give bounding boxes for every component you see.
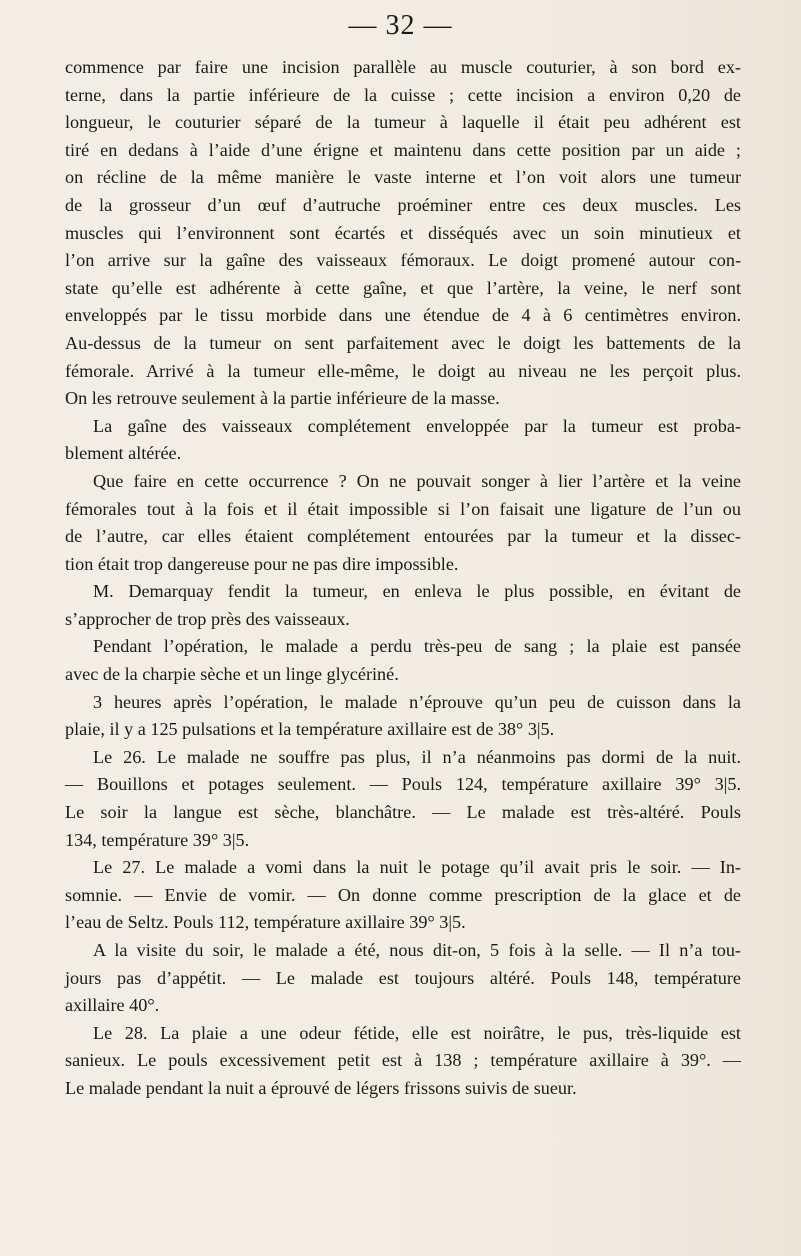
text-line: tion était trop dangereuse pour ne pas dire impossible. (65, 553, 459, 574)
text-line: — Bouillons et potages seulement. — Pouls 124, température axillaire 39° 3|5. (65, 774, 741, 795)
text-line: commence par faire une incision parallèle au muscle couturier, à son bord ex- (65, 57, 741, 77)
text-line: de l’autre, car elles étaient complétement entourées par la tumeur et la dissec- (65, 526, 741, 547)
text-line: Que faire en cette occurrence ? On ne pouvait songer à lier l’artère et la veine (93, 470, 741, 491)
text-line: fémorale. Arrivé à la tumeur elle-même, le doigt au niveau ne les perçoit plus. (65, 360, 741, 381)
page-number: — 32 — (348, 10, 453, 41)
text-line: Le soir la langue est sèche, blanchâtre. — Le malade est très-altéré. Pouls (65, 802, 741, 823)
text-line: Le 27. Le malade a vomi dans la nuit le potage qu’il avait pris le soir. — In- (93, 857, 741, 878)
text-line: blement altérée. (65, 443, 182, 464)
text-line: M. Demarquay fendit la tumeur, en enleva le plus possible, en évitant de (93, 581, 741, 602)
text-line: On les retrouve seulement à la partie inférieure de la masse. (65, 388, 500, 409)
text-line: plaie, il y a 125 pulsations et la température axillaire est de 38° 3|5. (65, 719, 555, 740)
body-text (65, 54, 741, 1103)
text-line: muscles qui l’environnent sont écartés et disséqués avec un soin minutieux et (65, 222, 741, 243)
text-line: s’approcher de trop près des vaisseaux. (65, 608, 350, 629)
text-line: on récline de la même manière le vaste interne et l’on voit alors une tumeur (65, 167, 741, 188)
text-line: longueur, le couturier séparé de la tumeur à laquelle il était peu adhérent est (65, 112, 741, 133)
text-line: sanieux. Le pouls excessivement petit est à 138 ; température axillaire à 39°. — (65, 1050, 741, 1071)
text-line: de la grosseur d’un œuf d’autruche proéminer entre ces deux muscles. Les (65, 194, 741, 215)
text-line: Le malade pendant la nuit a éprouvé de légers frissons suivis de sueur. (65, 1077, 577, 1098)
text-line: axillaire 40°. (65, 995, 160, 1016)
text-line: 134, température 39° 3|5. (65, 829, 250, 850)
text-line: tiré en dedans à l’aide d’une érigne et maintenu dans cette position par un aide ; (65, 139, 741, 160)
text-line: A la visite du soir, le malade a été, nous dit-on, 5 fois à la selle. — Il n’a tou- (93, 940, 741, 960)
text-line: enveloppés par le tissu morbide dans une étendue de 4 à 6 centimètres environ. (65, 305, 741, 326)
text-line: Le 28. La plaie a une odeur fétide, elle est noirâtre, le pus, très-liquide est (93, 1022, 741, 1043)
text-line: somnie. — Envie de vomir. — On donne comme prescription de la glace et de (65, 884, 741, 905)
text-line: Le 26. Le malade ne souffre pas plus, il n’a néanmoins pas dormi de la nuit. (93, 746, 741, 767)
text-line: fémorales tout à la fois et il était impossible si l’on faisait une ligature de l’un ou (65, 498, 741, 519)
text-line: l’eau de Seltz. Pouls 112, température axillaire 39° 3|5. (65, 912, 466, 933)
text-line: La gaîne des vaisseaux complétement enveloppée par la tumeur est proba- (93, 415, 741, 436)
text-line: jours pas d’appétit. — Le malade est toujours altéré. Pouls 148, température (65, 967, 741, 988)
text-line: Au-dessus de la tumeur on sent parfaitement avec le doigt les battements de la (65, 332, 741, 353)
text-line: state qu’elle est adhérente à cette gaîne, et que l’artère, la veine, le nerf sont (65, 277, 741, 298)
text-line: terne, dans la partie inférieure de la cuisse ; cette incision a environ 0,20 de (65, 84, 741, 105)
text-line: l’on arrive sur la gaîne des vaisseaux fémoraux. Le doigt promené autour con- (65, 250, 741, 271)
text-line: avec de la charpie sèche et un linge glycériné. (65, 664, 399, 685)
text-line: 3 heures après l’opération, le malade n’éprouve qu’un peu de cuisson dans la (93, 691, 741, 712)
text-line: Pendant l’opération, le malade a perdu très-peu de sang ; la plaie est pansée (93, 636, 741, 657)
